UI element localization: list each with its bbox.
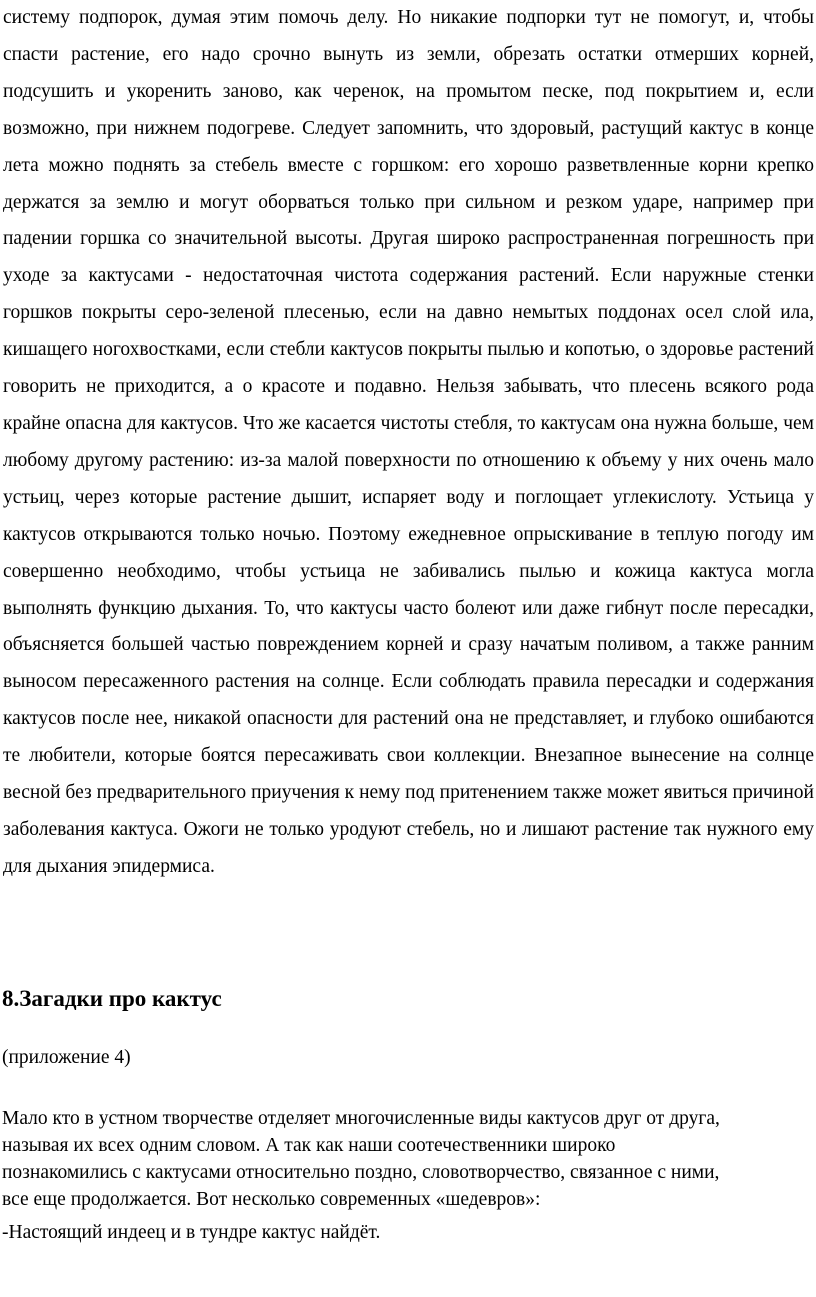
intro-line: все еще продолжается. Вот несколько современных «шедевров»: <box>2 1189 541 1210</box>
intro-line: называя их всех одним словом. А так как наши соотечественники широко <box>2 1135 616 1156</box>
intro-paragraph <box>2 1105 814 1213</box>
appendix-note: (приложение 4) <box>2 1047 131 1068</box>
intro-line: Мало кто в устном творчестве отделяет многочисленные виды кактусов друг от друга, <box>2 1108 720 1129</box>
body-paragraph: систему подпорок, думая этим помочь делу. Но никакие подпорки тут не помогут, и, чтобы спасти растение, его надо срочно вынуть из земли, обрезать остатки отмерших корней, подсушить и укоренить заново, как черенок, на промытом песке, под покрытием и, если возможно, при нижнем подогреве. Следует запомнить, что здоровый, растущий кактус в конце лета можно поднять за стебель вместе с горшком: его хорошо разветвленные корни крепко держатся за землю и могут оборваться только при сильном и резком ударе, например при падении горшка со значительной высоты. Другая широко распространенная погрешность при уходе за кактусами - недостаточная чистота содержания растений. Если наружные стенки горшков покрыты серо-зеленой плесенью, если на давно немытых поддонах осел слой ила, кишащего ногохвостками, если стебли кактусов покрыты пылью и копотью, о здоровье растений говорить не приходится, а о красоте и подавно. Нельзя забывать, что плесень всякого рода крайне опасна для кактусов. Что же касается чистоты стебля, то кактусам она нужна больше, чем любому другому растению: из-за малой поверхности по отношению к объему у них очень мало устьиц, через которые растение дышит, испаряет воду и поглощает углекислоту. Устьица у кактусов открываются только ночью. Поэтому ежедневное опрыскивание в теплую погоду им совершенно необходимо, чтобы устьица не забивались пылью и кожица кактуса могла выполнять функцию дыхания. То, что кактусы часто болеют или даже гибнут после пересадки, объясняется большей частью повреждением корней и сразу начатым поливом, а также ранним выносом пересаженного растения на солнце. Если соблюдать правила пересадки и содержания кактусов после нее, никакой опасности для растений она не представляет, и глубоко ошибаются те любители, которые боятся пересаживать свои коллекции. Внезапное вынесение на солнце весной без предварительного приучения к нему под притенением также может явиться причиной заболевания кактуса. Ожоги не только уродуют стебель, но и лишают растение так нужного ему для дыхания эпидермиса. <box>3 7 814 877</box>
intro-line: познакомились с кактусами относительно поздно, словотворчество, связанное с ними, <box>2 1162 720 1183</box>
riddle-line: -Настоящий индеец и в тундре кактус найдёт. <box>2 1222 381 1243</box>
section-heading: 8.Загадки про кактус <box>2 986 222 1011</box>
